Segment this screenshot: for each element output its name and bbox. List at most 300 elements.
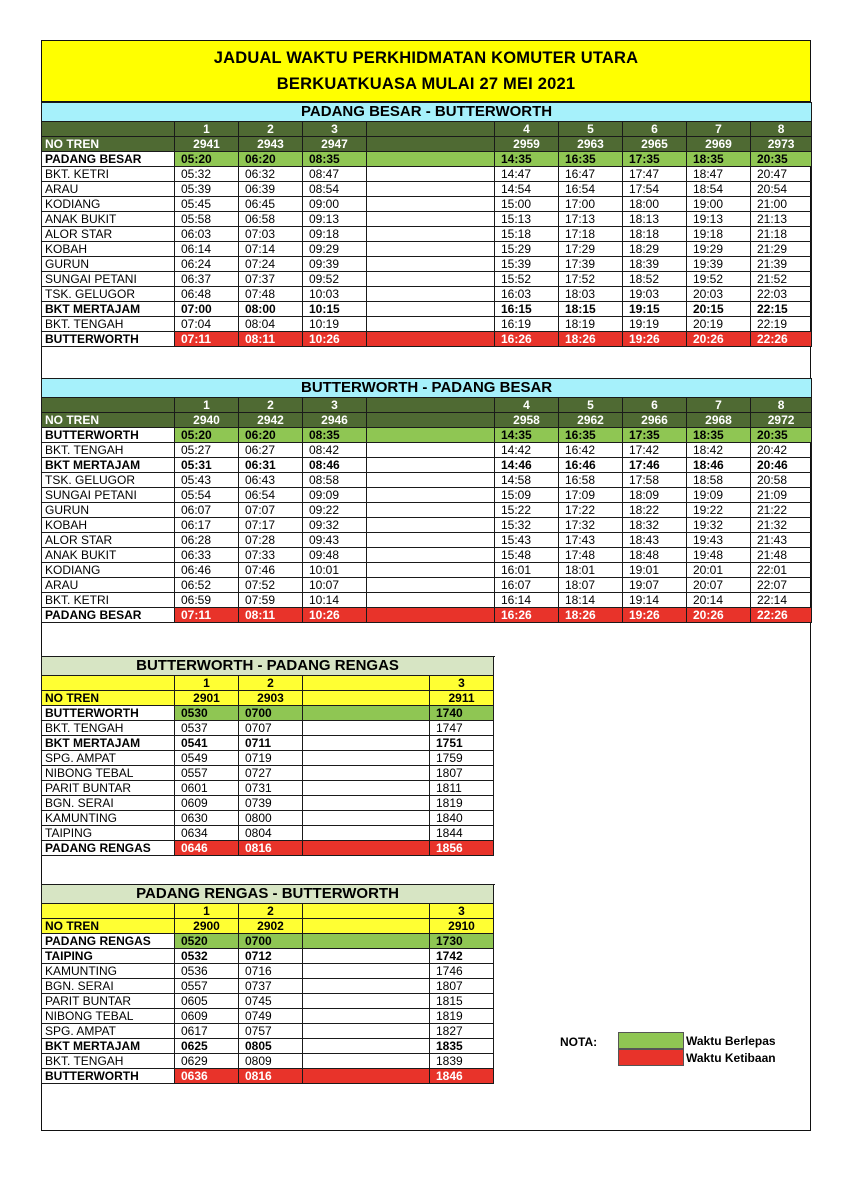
time-cell: 0636	[175, 1069, 239, 1084]
time-cell: 0727	[239, 766, 303, 781]
time-cell: 15:32	[495, 518, 559, 533]
time-cell: 19:18	[687, 227, 751, 242]
station-name: PADANG RENGAS	[42, 934, 175, 949]
time-cell: 22:01	[751, 563, 812, 578]
time-cell: 14:46	[495, 458, 559, 473]
time-cell: 17:48	[559, 548, 623, 563]
time-cell: 09:29	[303, 242, 367, 257]
time-cell: 17:58	[623, 473, 687, 488]
table-row	[42, 563, 812, 578]
time-cell: 17:43	[559, 533, 623, 548]
time-cell: 07:52	[239, 578, 303, 593]
time-cell: 22:19	[751, 317, 812, 332]
table-row	[42, 736, 494, 751]
sequence-row	[42, 398, 812, 413]
time-cell: 21:13	[751, 212, 812, 227]
gap-cell	[303, 1069, 430, 1084]
time-cell: 15:22	[495, 503, 559, 518]
gap-cell	[367, 152, 495, 167]
sequence-label	[42, 398, 175, 413]
time-cell: 18:15	[559, 302, 623, 317]
time-cell: 19:15	[623, 302, 687, 317]
time-cell: 19:14	[623, 593, 687, 608]
time-cell: 07:37	[239, 272, 303, 287]
time-cell: 1730	[430, 934, 494, 949]
timetable-padang-besar-butterworth	[41, 102, 812, 347]
sequence-row	[42, 904, 494, 919]
train-number-row	[42, 691, 494, 706]
time-cell: 17:00	[559, 197, 623, 212]
time-cell: 16:42	[559, 443, 623, 458]
sequence-number: 4	[495, 398, 559, 413]
time-cell: 0609	[175, 796, 239, 811]
train-number: 2947	[303, 137, 367, 152]
train-number-row	[42, 137, 812, 152]
station-name: ANAK BUKIT	[42, 548, 175, 563]
sequence-number: 1	[175, 398, 239, 413]
station-name: NIBONG TEBAL	[42, 766, 175, 781]
time-cell: 0816	[239, 1069, 303, 1084]
gap-cell	[367, 302, 495, 317]
time-cell: 0536	[175, 964, 239, 979]
time-cell: 18:19	[559, 317, 623, 332]
time-cell: 14:54	[495, 182, 559, 197]
time-cell: 09:32	[303, 518, 367, 533]
gap-cell	[303, 841, 430, 856]
station-name: KAMUNTING	[42, 964, 175, 979]
time-cell: 06:20	[239, 152, 303, 167]
station-name: KAMUNTING	[42, 811, 175, 826]
time-cell: 16:26	[495, 332, 559, 347]
station-name: ARAU	[42, 182, 175, 197]
time-cell: 20:01	[687, 563, 751, 578]
time-cell: 09:13	[303, 212, 367, 227]
gap-cell	[303, 736, 430, 751]
time-cell: 06:17	[175, 518, 239, 533]
time-cell: 0757	[239, 1024, 303, 1039]
time-cell: 0634	[175, 826, 239, 841]
time-cell: 1819	[430, 1009, 494, 1024]
sequence-number	[303, 904, 430, 919]
time-cell: 21:48	[751, 548, 812, 563]
station-name: NIBONG TEBAL	[42, 1009, 175, 1024]
time-cell: 1807	[430, 766, 494, 781]
time-cell: 14:35	[495, 152, 559, 167]
time-cell: 19:09	[687, 488, 751, 503]
gap-cell	[303, 796, 430, 811]
table-row	[42, 443, 812, 458]
time-cell: 20:35	[751, 428, 812, 443]
train-number: 2962	[559, 413, 623, 428]
time-cell: 1811	[430, 781, 494, 796]
time-cell: 1746	[430, 964, 494, 979]
table-row	[42, 212, 812, 227]
time-cell: 09:00	[303, 197, 367, 212]
time-cell: 0800	[239, 811, 303, 826]
time-cell: 0739	[239, 796, 303, 811]
time-cell: 18:00	[623, 197, 687, 212]
gap-cell	[303, 964, 430, 979]
time-cell: 20:15	[687, 302, 751, 317]
station-name: BKT. TENGAH	[42, 721, 175, 736]
table-row	[42, 272, 812, 287]
train-number: 2958	[495, 413, 559, 428]
time-cell: 1807	[430, 979, 494, 994]
train-number: 2965	[623, 137, 687, 152]
time-cell: 18:29	[623, 242, 687, 257]
time-cell: 0809	[239, 1054, 303, 1069]
time-cell: 17:13	[559, 212, 623, 227]
station-name: BUTTERWORTH	[42, 1069, 175, 1084]
train-number: 2940	[175, 413, 239, 428]
time-cell: 0617	[175, 1024, 239, 1039]
time-cell: 16:26	[495, 608, 559, 623]
header-effective-date: BERKUATKUASA MULAI 27 MEI 2021	[276, 75, 576, 93]
time-cell: 0719	[239, 751, 303, 766]
time-cell: 17:22	[559, 503, 623, 518]
time-cell: 05:20	[175, 428, 239, 443]
station-name: TSK. GELUGOR	[42, 287, 175, 302]
sequence-label	[42, 676, 175, 691]
station-name: ANAK BUKIT	[42, 212, 175, 227]
time-cell: 09:39	[303, 257, 367, 272]
train-number	[367, 137, 495, 152]
time-cell: 1740	[430, 706, 494, 721]
time-cell: 0601	[175, 781, 239, 796]
train-number: 2943	[239, 137, 303, 152]
table-row	[42, 428, 812, 443]
table-row	[42, 578, 812, 593]
time-cell: 05:31	[175, 458, 239, 473]
time-cell: 15:39	[495, 257, 559, 272]
station-name: PARIT BUNTAR	[42, 994, 175, 1009]
station-name: KODIANG	[42, 197, 175, 212]
sequence-number: 2	[239, 904, 303, 919]
table-row	[42, 182, 812, 197]
time-cell: 07:14	[239, 242, 303, 257]
time-cell: 1815	[430, 994, 494, 1009]
time-cell: 06:39	[239, 182, 303, 197]
time-cell: 17:42	[623, 443, 687, 458]
time-cell: 08:58	[303, 473, 367, 488]
sequence-number: 3	[430, 676, 494, 691]
table-row	[42, 548, 812, 563]
time-cell: 14:42	[495, 443, 559, 458]
gap-cell	[367, 458, 495, 473]
time-cell: 0609	[175, 1009, 239, 1024]
time-cell: 07:00	[175, 302, 239, 317]
table-row	[42, 1039, 494, 1054]
time-cell: 15:29	[495, 242, 559, 257]
station-name: KODIANG	[42, 563, 175, 578]
gap-cell	[303, 979, 430, 994]
table-row	[42, 287, 812, 302]
time-cell: 10:01	[303, 563, 367, 578]
table-row	[42, 706, 494, 721]
time-cell: 1747	[430, 721, 494, 736]
table-title: BUTTERWORTH - PADANG RENGAS	[42, 657, 494, 676]
time-cell: 15:48	[495, 548, 559, 563]
sequence-number: 3	[303, 122, 367, 137]
table-row	[42, 949, 494, 964]
time-cell: 19:39	[687, 257, 751, 272]
time-cell: 20:54	[751, 182, 812, 197]
time-cell: 0816	[239, 841, 303, 856]
train-number: 2910	[430, 919, 494, 934]
time-cell: 09:18	[303, 227, 367, 242]
time-cell: 09:09	[303, 488, 367, 503]
time-cell: 18:13	[623, 212, 687, 227]
table-title: PADANG RENGAS - BUTTERWORTH	[42, 885, 494, 904]
station-name: SPG. AMPAT	[42, 751, 175, 766]
station-name: SUNGAI PETANI	[42, 272, 175, 287]
time-cell: 16:07	[495, 578, 559, 593]
gap-cell	[367, 428, 495, 443]
time-cell: 18:32	[623, 518, 687, 533]
time-cell: 19:01	[623, 563, 687, 578]
gap-cell	[367, 593, 495, 608]
time-cell: 07:24	[239, 257, 303, 272]
time-cell: 18:48	[623, 548, 687, 563]
time-cell: 21:18	[751, 227, 812, 242]
legend-nota: NOTA:	[560, 1035, 598, 1049]
time-cell: 18:01	[559, 563, 623, 578]
time-cell: 1844	[430, 826, 494, 841]
sequence-number: 8	[751, 398, 812, 413]
time-cell: 21:52	[751, 272, 812, 287]
time-cell: 06:03	[175, 227, 239, 242]
sequence-number: 2	[239, 676, 303, 691]
time-cell: 19:43	[687, 533, 751, 548]
table-row	[42, 781, 494, 796]
train-number: 2959	[495, 137, 559, 152]
station-name: ALOR STAR	[42, 227, 175, 242]
gap-cell	[367, 257, 495, 272]
time-cell: 20:35	[751, 152, 812, 167]
time-cell: 05:27	[175, 443, 239, 458]
legend-arrival-swatch	[618, 1049, 684, 1066]
sequence-number	[303, 676, 430, 691]
time-cell: 19:26	[623, 608, 687, 623]
time-cell: 20:19	[687, 317, 751, 332]
time-cell: 20:14	[687, 593, 751, 608]
time-cell: 08:04	[239, 317, 303, 332]
sequence-number: 5	[559, 398, 623, 413]
time-cell: 06:20	[239, 428, 303, 443]
time-cell: 09:52	[303, 272, 367, 287]
table-row	[42, 826, 494, 841]
time-cell: 18:18	[623, 227, 687, 242]
gap-cell	[303, 721, 430, 736]
gap-cell	[367, 473, 495, 488]
time-cell: 05:39	[175, 182, 239, 197]
time-cell: 16:46	[559, 458, 623, 473]
time-cell: 16:03	[495, 287, 559, 302]
time-cell: 16:01	[495, 563, 559, 578]
station-name: BGN. SERAI	[42, 979, 175, 994]
sequence-label	[42, 904, 175, 919]
time-cell: 16:54	[559, 182, 623, 197]
gap-cell	[367, 503, 495, 518]
train-number: 2903	[239, 691, 303, 706]
gap-cell	[367, 533, 495, 548]
station-name: PADANG BESAR	[42, 152, 175, 167]
gap-cell	[303, 934, 430, 949]
time-cell: 07:04	[175, 317, 239, 332]
time-cell: 06:59	[175, 593, 239, 608]
time-cell: 08:46	[303, 458, 367, 473]
gap-cell	[303, 949, 430, 964]
station-name: BKT. TENGAH	[42, 317, 175, 332]
time-cell: 17:39	[559, 257, 623, 272]
station-name: BKT MERTAJAM	[42, 736, 175, 751]
station-name: PARIT BUNTAR	[42, 781, 175, 796]
time-cell: 21:00	[751, 197, 812, 212]
gap-cell	[303, 1054, 430, 1069]
gap-cell	[367, 182, 495, 197]
timetable-butterworth-padang-rengas	[41, 656, 494, 856]
time-cell: 0805	[239, 1039, 303, 1054]
time-cell: 18:35	[687, 152, 751, 167]
time-cell: 15:18	[495, 227, 559, 242]
train-number: 2963	[559, 137, 623, 152]
station-name: PADANG RENGAS	[42, 841, 175, 856]
time-cell: 17:35	[623, 152, 687, 167]
time-cell: 0804	[239, 826, 303, 841]
time-cell: 18:35	[687, 428, 751, 443]
time-cell: 06:32	[239, 167, 303, 182]
sequence-number	[367, 398, 495, 413]
time-cell: 21:09	[751, 488, 812, 503]
train-number	[367, 413, 495, 428]
time-cell: 10:15	[303, 302, 367, 317]
gap-cell	[367, 563, 495, 578]
time-cell: 17:47	[623, 167, 687, 182]
time-cell: 1840	[430, 811, 494, 826]
table-row	[42, 841, 494, 856]
time-cell: 06:31	[239, 458, 303, 473]
time-cell: 18:52	[623, 272, 687, 287]
train-number: 2900	[175, 919, 239, 934]
station-name: GURUN	[42, 503, 175, 518]
time-cell: 0541	[175, 736, 239, 751]
time-cell: 0625	[175, 1039, 239, 1054]
gap-cell	[367, 578, 495, 593]
gap-cell	[367, 443, 495, 458]
table-row	[42, 302, 812, 317]
sequence-number: 2	[239, 398, 303, 413]
table-row	[42, 332, 812, 347]
sequence-number: 7	[687, 122, 751, 137]
time-cell: 08:11	[239, 332, 303, 347]
time-cell: 05:58	[175, 212, 239, 227]
time-cell: 07:28	[239, 533, 303, 548]
table-row	[42, 1009, 494, 1024]
time-cell: 1827	[430, 1024, 494, 1039]
table-title: BUTTERWORTH - PADANG BESAR	[42, 379, 812, 398]
table-title-row	[42, 103, 812, 122]
time-cell: 09:22	[303, 503, 367, 518]
station-name: KOBAH	[42, 518, 175, 533]
time-cell: 17:35	[623, 428, 687, 443]
station-name: SUNGAI PETANI	[42, 488, 175, 503]
time-cell: 05:32	[175, 167, 239, 182]
time-cell: 1856	[430, 841, 494, 856]
station-name: BKT. TENGAH	[42, 443, 175, 458]
time-cell: 07:03	[239, 227, 303, 242]
time-cell: 05:54	[175, 488, 239, 503]
sequence-row	[42, 122, 812, 137]
time-cell: 0646	[175, 841, 239, 856]
time-cell: 14:58	[495, 473, 559, 488]
sequence-number: 1	[175, 676, 239, 691]
time-cell: 21:43	[751, 533, 812, 548]
sequence-number: 1	[175, 904, 239, 919]
time-cell: 05:43	[175, 473, 239, 488]
station-name: BUTTERWORTH	[42, 332, 175, 347]
station-name: TAIPING	[42, 826, 175, 841]
station-name: ARAU	[42, 578, 175, 593]
time-cell: 18:46	[687, 458, 751, 473]
timetable-padang-rengas-butterworth	[41, 884, 494, 1084]
time-cell: 17:29	[559, 242, 623, 257]
time-cell: 18:07	[559, 578, 623, 593]
sequence-number: 8	[751, 122, 812, 137]
time-cell: 08:35	[303, 152, 367, 167]
gap-cell	[367, 488, 495, 503]
table-row	[42, 458, 812, 473]
time-cell: 20:07	[687, 578, 751, 593]
header-title: JADUAL WAKTU PERKHIDMATAN KOMUTER UTARA	[213, 49, 639, 67]
time-cell: 10:07	[303, 578, 367, 593]
train-number-label: NO TREN	[42, 919, 175, 934]
train-number-row	[42, 413, 812, 428]
time-cell: 18:03	[559, 287, 623, 302]
time-cell: 1819	[430, 796, 494, 811]
station-name: BKT. KETRI	[42, 167, 175, 182]
train-number: 2941	[175, 137, 239, 152]
time-cell: 17:52	[559, 272, 623, 287]
time-cell: 07:11	[175, 332, 239, 347]
legend-departure-swatch	[618, 1032, 684, 1049]
time-cell: 07:33	[239, 548, 303, 563]
time-cell: 17:46	[623, 458, 687, 473]
time-cell: 19:07	[623, 578, 687, 593]
sequence-number: 1	[175, 122, 239, 137]
time-cell: 19:26	[623, 332, 687, 347]
table-body	[42, 103, 812, 347]
train-number: 2902	[239, 919, 303, 934]
time-cell: 05:45	[175, 197, 239, 212]
gap-cell	[303, 1039, 430, 1054]
time-cell: 06:24	[175, 257, 239, 272]
table-row	[42, 766, 494, 781]
table-row	[42, 152, 812, 167]
table-body	[42, 885, 494, 1084]
time-cell: 20:46	[751, 458, 812, 473]
time-cell: 16:35	[559, 152, 623, 167]
time-cell: 09:48	[303, 548, 367, 563]
table-row	[42, 1069, 494, 1084]
table-title: PADANG BESAR - BUTTERWORTH	[42, 103, 812, 122]
table-row	[42, 167, 812, 182]
gap-cell	[303, 751, 430, 766]
train-number: 2973	[751, 137, 812, 152]
station-name: BUTTERWORTH	[42, 706, 175, 721]
time-cell: 0557	[175, 979, 239, 994]
time-cell: 1742	[430, 949, 494, 964]
time-cell: 07:46	[239, 563, 303, 578]
